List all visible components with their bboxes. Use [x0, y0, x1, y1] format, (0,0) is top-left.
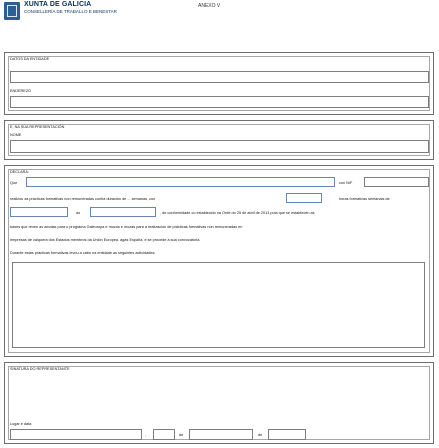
address-field[interactable] [10, 96, 429, 108]
sep-de-1: de [179, 433, 184, 437]
declaration-line2-end: horas formativas semanais de [339, 197, 390, 201]
representative-name-field[interactable] [10, 140, 429, 153]
org-name: XUNTA DE GALICIA [24, 1, 92, 8]
year-field[interactable] [268, 429, 306, 440]
address-label: ENDEREZO [10, 89, 32, 93]
annex-label: ANEXO V [198, 3, 221, 9]
representation-title: E, NA SÚA REPRESENTACIÓN [10, 125, 65, 129]
declaration-line2: realizou as prácticas formativas non remuneradas cunha duración de ... semanas, con [10, 197, 156, 201]
declaration-title: DECLARA: [10, 170, 29, 174]
org-subtitle: CONSELLERÍA DE TRABALLO E BENESTAR [24, 9, 117, 14]
entity-title: DATOS DA ENTIDADE [10, 57, 50, 61]
nif-label: con NIF [339, 181, 353, 185]
start-date-field[interactable] [10, 207, 68, 217]
person-name-field[interactable] [26, 177, 335, 187]
sep-comma: , [145, 433, 147, 437]
end-date-field[interactable] [90, 207, 156, 217]
xunta-logo [4, 2, 20, 20]
month-field[interactable] [189, 429, 253, 440]
declaration-line3-end: , de conformidade co establecido na Orde do 25 de abril de 2013 pola que se establecen as [160, 211, 315, 215]
sep-de-2: de [258, 433, 263, 437]
declaration-line5: empresas de calquera dos Estados membros da Unión Europea, agás España, e se procede á súa convocatoria. [10, 238, 201, 242]
declaration-que: Que [10, 181, 18, 185]
activities-textarea[interactable] [12, 262, 425, 348]
place-field[interactable] [10, 429, 142, 440]
declaration-ao: ao [76, 211, 81, 215]
day-field[interactable] [153, 429, 175, 440]
nif-field[interactable] [364, 177, 429, 187]
entity-name-field[interactable] [10, 71, 429, 83]
place-date-label: Lugar e data [10, 422, 32, 426]
declaration-line4: bases que rexen as axudas para o programa Galeuropa e mozos e mozas para a realización de prácticas formativas non remuneradas en [10, 225, 243, 229]
name-label: NOME [10, 133, 22, 137]
signature-title: SINATURA DO REPRESENTANTE [10, 367, 70, 371]
declaration-line6: Durante estas prácticas formativas levou a cabo na entidade as seguintes actividades: [10, 251, 156, 255]
weeks-field[interactable] [286, 193, 322, 203]
